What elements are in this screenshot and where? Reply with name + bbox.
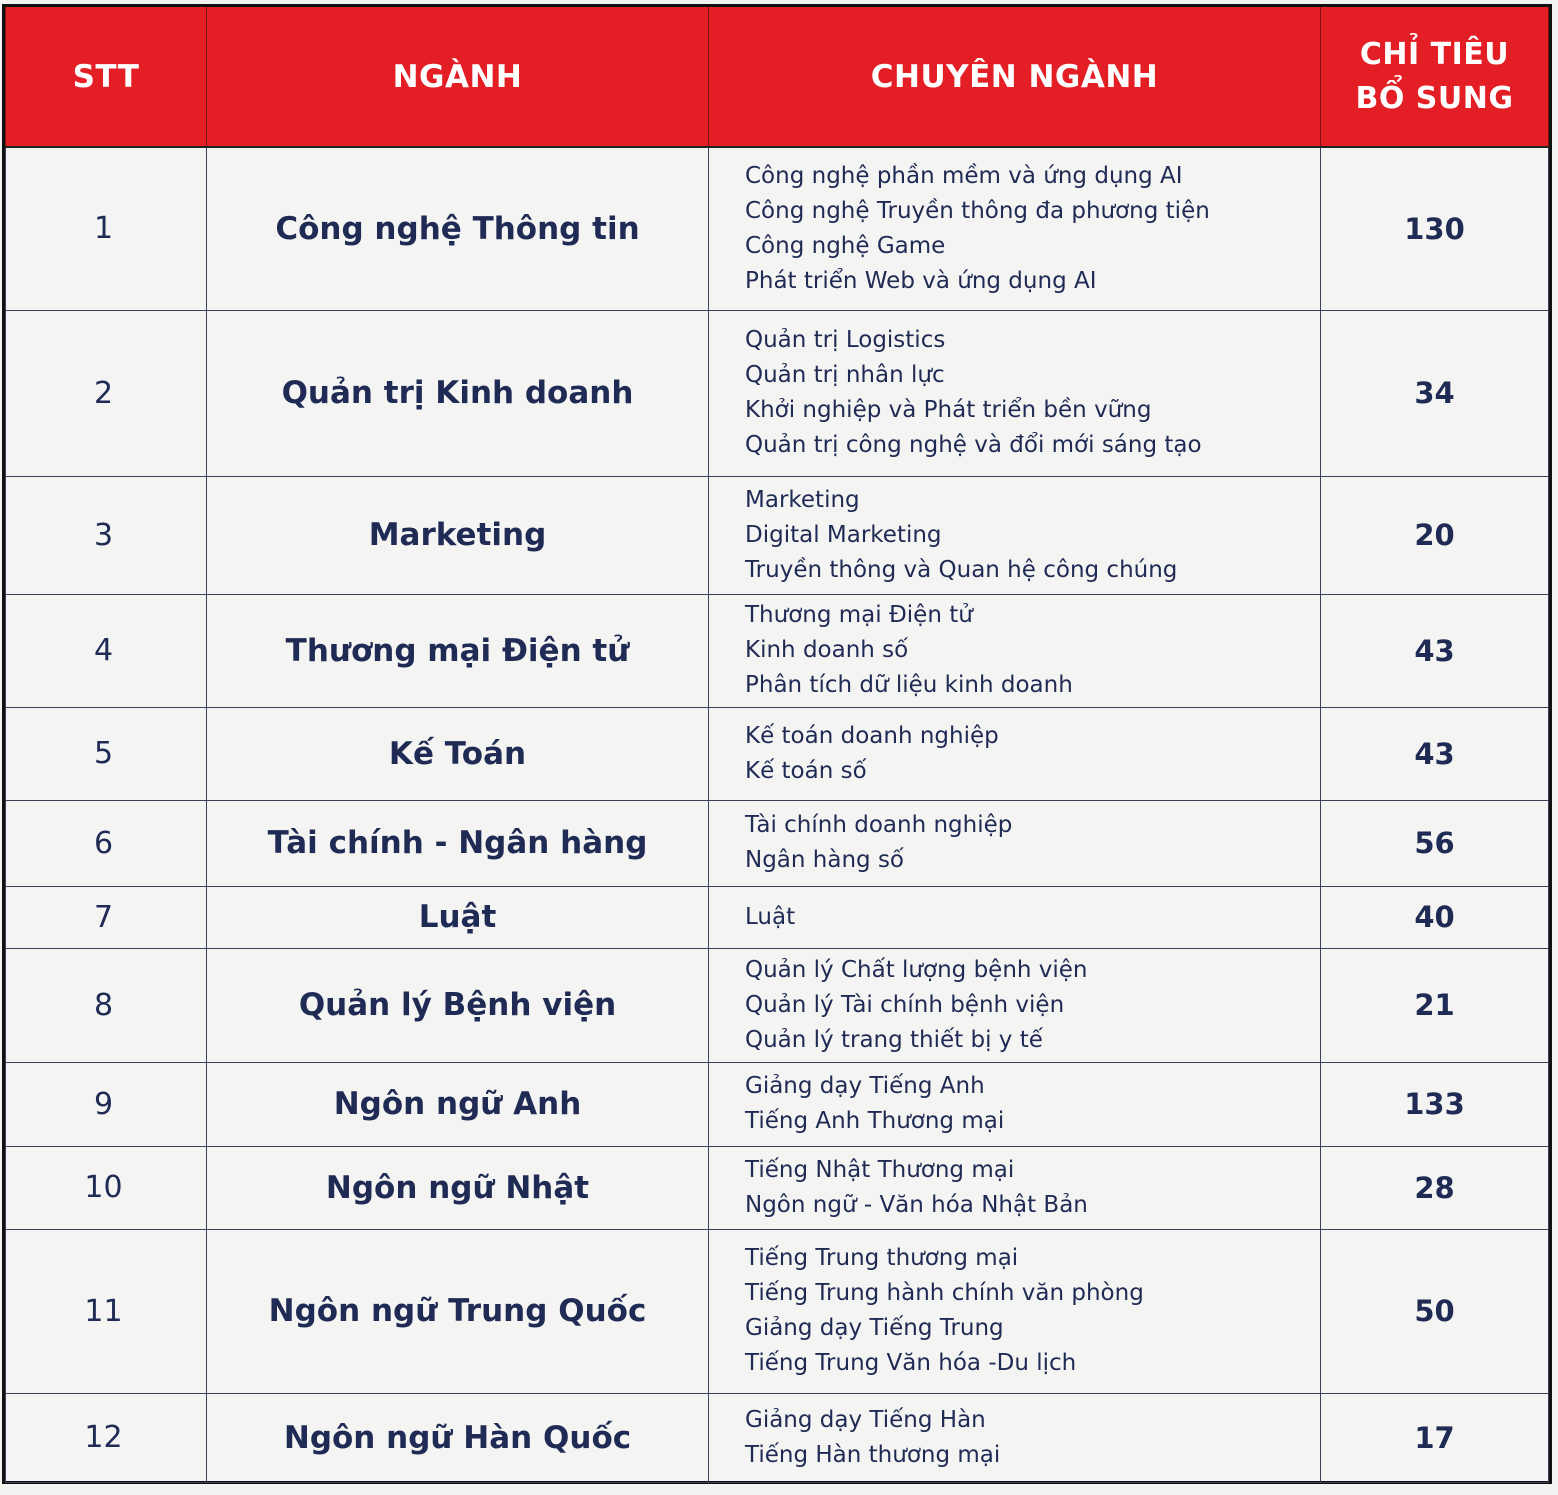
table-row xyxy=(6,147,1549,310)
row-specializations xyxy=(709,147,1321,310)
admissions-quota-table xyxy=(5,7,1549,1483)
specialization-item: Thương mại Điện tử xyxy=(745,602,973,628)
row-quota: 28 xyxy=(1321,1146,1549,1229)
row-stt: 12 xyxy=(6,1393,207,1482)
row-stt: 1 xyxy=(6,147,207,310)
admissions-quota-table-container xyxy=(2,4,1552,1484)
specialization-item: Quản trị công nghệ và đổi mới sáng tạo xyxy=(745,432,1202,458)
table-row xyxy=(6,707,1549,800)
header-quota-line1: CHỈ TIÊU xyxy=(1359,36,1510,72)
row-specializations xyxy=(709,594,1321,707)
specialization-item: Tiếng Trung hành chính văn phòng xyxy=(745,1280,1144,1306)
row-quota: 50 xyxy=(1321,1229,1549,1393)
table-row xyxy=(6,1062,1549,1146)
specialization-item: Quản lý trang thiết bị y tế xyxy=(745,1026,1043,1053)
row-quota: 20 xyxy=(1321,476,1549,594)
row-specializations xyxy=(709,310,1321,476)
table-header xyxy=(6,7,1549,147)
row-major: Tài chính - Ngân hàng xyxy=(207,800,709,886)
specialization-item: Giảng dạy Tiếng Hàn xyxy=(745,1406,986,1433)
table-body xyxy=(6,147,1549,1482)
specialization-item: Ngân hàng số xyxy=(745,847,905,873)
specialization-item: Luật xyxy=(745,903,796,930)
row-quota: 40 xyxy=(1321,886,1549,948)
row-major: Marketing xyxy=(207,476,709,594)
row-quota: 133 xyxy=(1321,1062,1549,1146)
table-row xyxy=(6,948,1549,1062)
specialization-item: Quản trị Logistics xyxy=(745,327,946,353)
row-major: Thương mại Điện tử xyxy=(207,594,709,707)
specialization-item: Tiếng Anh Thương mại xyxy=(745,1108,1005,1134)
header-stt: STT xyxy=(6,7,207,147)
row-stt: 4 xyxy=(6,594,207,707)
row-stt: 9 xyxy=(6,1062,207,1146)
header-quota-line2: BỔ SUNG xyxy=(1355,80,1514,116)
row-specializations xyxy=(709,1393,1321,1482)
row-quota: 43 xyxy=(1321,707,1549,800)
specialization-item: Công nghệ phần mềm và ứng dụng AI xyxy=(745,162,1183,189)
specialization-item: Digital Marketing xyxy=(745,521,942,548)
specialization-item: Phân tích dữ liệu kinh doanh xyxy=(745,672,1073,698)
specialization-item: Khởi nghiệp và Phát triển bền vững xyxy=(745,397,1152,423)
row-stt: 5 xyxy=(6,707,207,800)
row-stt: 11 xyxy=(6,1229,207,1393)
row-stt: 8 xyxy=(6,948,207,1062)
table-row xyxy=(6,1229,1549,1393)
row-quota: 34 xyxy=(1321,310,1549,476)
specialization-item: Quản trị nhân lực xyxy=(745,362,945,388)
table-row xyxy=(6,476,1549,594)
specialization-item: Phát triển Web và ứng dụng AI xyxy=(745,267,1097,294)
specialization-item: Quản lý Tài chính bệnh viện xyxy=(745,991,1065,1018)
row-stt: 10 xyxy=(6,1146,207,1229)
specialization-item: Tiếng Hàn thương mại xyxy=(745,1441,1001,1468)
row-specializations xyxy=(709,1229,1321,1393)
table-row xyxy=(6,1146,1549,1229)
table-row xyxy=(6,800,1549,886)
specialization-item: Quản lý Chất lượng bệnh viện xyxy=(745,956,1088,983)
row-major: Kế Toán xyxy=(207,707,709,800)
table-row xyxy=(6,1393,1549,1482)
row-major: Ngôn ngữ Hàn Quốc xyxy=(207,1393,709,1482)
row-specializations xyxy=(709,948,1321,1062)
specialization-item: Tiếng Nhật Thương mại xyxy=(745,1156,1015,1183)
row-stt: 2 xyxy=(6,310,207,476)
row-major: Ngôn ngữ Anh xyxy=(207,1062,709,1146)
row-major: Công nghệ Thông tin xyxy=(207,147,709,310)
row-quota: 43 xyxy=(1321,594,1549,707)
row-major: Luật xyxy=(207,886,709,948)
specialization-item: Công nghệ Truyền thông đa phương tiện xyxy=(745,197,1210,224)
row-major: Ngôn ngữ Trung Quốc xyxy=(207,1229,709,1393)
specialization-item: Ngôn ngữ - Văn hóa Nhật Bản xyxy=(745,1191,1088,1218)
specialization-item: Tài chính doanh nghiệp xyxy=(745,812,1013,838)
specialization-item: Công nghệ Game xyxy=(745,232,946,259)
row-specializations xyxy=(709,1146,1321,1229)
specialization-item: Kế toán doanh nghiệp xyxy=(745,722,999,749)
table-row xyxy=(6,310,1549,476)
row-specializations xyxy=(709,476,1321,594)
row-stt: 6 xyxy=(6,800,207,886)
row-stt: 7 xyxy=(6,886,207,948)
row-major: Ngôn ngữ Nhật xyxy=(207,1146,709,1229)
table-row xyxy=(6,886,1549,948)
row-major: Quản lý Bệnh viện xyxy=(207,948,709,1062)
specialization-item: Kế toán số xyxy=(745,757,867,784)
row-major: Quản trị Kinh doanh xyxy=(207,310,709,476)
row-quota: 17 xyxy=(1321,1393,1549,1482)
row-quota: 21 xyxy=(1321,948,1549,1062)
specialization-item: Giảng dạy Tiếng Anh xyxy=(745,1073,985,1099)
specialization-item: Tiếng Trung thương mại xyxy=(745,1245,1019,1271)
row-quota: 130 xyxy=(1321,147,1549,310)
specialization-item: Giảng dạy Tiếng Trung xyxy=(745,1315,1004,1341)
specialization-item: Tiếng Trung Văn hóa -Du lịch xyxy=(745,1350,1077,1376)
row-stt: 3 xyxy=(6,476,207,594)
row-specializations xyxy=(709,1062,1321,1146)
row-quota: 56 xyxy=(1321,800,1549,886)
row-specializations xyxy=(709,886,1321,948)
header-row xyxy=(6,7,1549,147)
header-major: NGÀNH xyxy=(207,7,709,147)
row-specializations xyxy=(709,800,1321,886)
specialization-item: Truyền thông và Quan hệ công chúng xyxy=(745,556,1178,583)
specialization-item: Marketing xyxy=(745,486,860,513)
header-quota xyxy=(1321,7,1549,147)
table-row xyxy=(6,594,1549,707)
specialization-item: Kinh doanh số xyxy=(745,637,909,663)
header-specialization: CHUYÊN NGÀNH xyxy=(709,7,1321,147)
row-specializations xyxy=(709,707,1321,800)
